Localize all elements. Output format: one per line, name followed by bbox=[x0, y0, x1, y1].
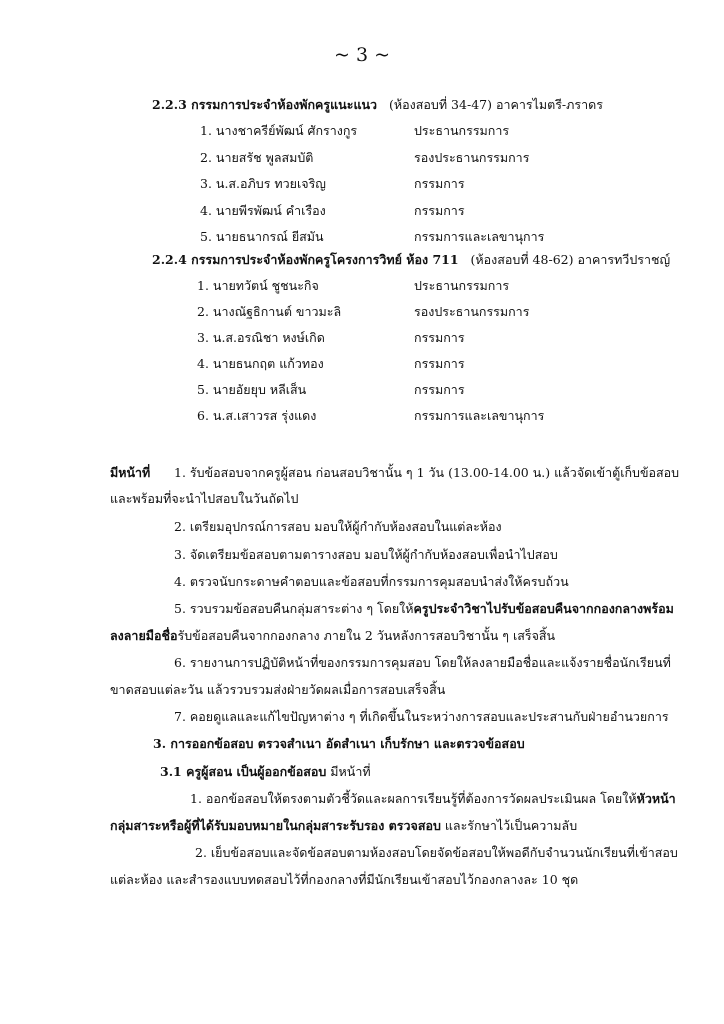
section-224-title: 2.2.4 กรรมการประจำห้องพักครูโครงการวิทย์ ห้อง 711 bbox=[152, 252, 459, 267]
duty-5-text-2: รับข้อสอบคืนจากกองกลาง ภายใน 2 วันหลังการสอบวิชานั้น ๆ เสร็จสิ้น bbox=[177, 628, 556, 643]
section-3-title: 3. การออกข้อสอบ ตรวจสำเนา อัดสำเนา เก็บรักษา และตรวจข้อสอบ bbox=[153, 736, 525, 751]
member-role: กรรมการและเลขานุการ bbox=[414, 408, 545, 423]
section-223-rooms: (ห้องสอบที่ 34-47) อาคารไมตรี-ภราดร bbox=[389, 97, 603, 112]
member-name: 1. นายทวัตน์ ชูชนะกิจ bbox=[197, 278, 319, 293]
duties-heading: มีหน้าที่ bbox=[110, 465, 151, 480]
duty-5-continuation bbox=[110, 626, 555, 646]
member-name: 4. นายธนกฤต แก้วทอง bbox=[197, 356, 324, 371]
duty-6: 6. รายงานการปฏิบัติหน้าที่ของกรรมการคุมสอบ โดยให้ลงลายมือชื่อและแจ้งรายชื่อนักเรียนที่ bbox=[174, 655, 671, 670]
item-1-text: 1. ออกข้อสอบให้ตรงตามตัวชี้วัดและผลการเรียนรู้ที่ต้องการวัดผลประเมินผล โดยให้ bbox=[190, 791, 637, 806]
member-role: กรรมการ bbox=[414, 330, 465, 345]
section-31-suffix: มีหน้าที่ bbox=[326, 764, 371, 779]
duty-5-text: 5. รวบรวมข้อสอบคืนกลุ่มสาระต่าง ๆ โดยให้ bbox=[174, 601, 414, 616]
member-name: 4. นายพีรพัฒน์ คำเรือง bbox=[200, 202, 326, 218]
duty-1-continuation: และพร้อมที่จะนำไปสอบในวันถัดไป bbox=[110, 491, 299, 506]
item-2-continuation: แต่ละห้อง และสำรองแบบทดสอบไว้ที่กองกลางที่มีนักเรียนเข้าสอบไว้กองกลางละ 10 ชุด bbox=[110, 872, 579, 887]
section-224-heading bbox=[152, 250, 670, 270]
page-number: ~ 3 ~ bbox=[333, 44, 390, 66]
member-name: 3. น.ส.อรณิชา หงษ์เกิด bbox=[197, 330, 325, 345]
member-name: 2. นายสรัช พูลสมบัติ bbox=[200, 149, 314, 165]
section-31-heading bbox=[160, 762, 371, 782]
member-role: รองประธานกรรมการ bbox=[414, 304, 530, 319]
duty-3: 3. จัดเตรียมข้อสอบตามตารางสอบ มอบให้ผู้กำกับห้องสอบเพื่อนำไปสอบ bbox=[174, 547, 558, 562]
duty-1-text: 1. รับข้อสอบจากครูผู้สอน ก่อนสอบวิชานั้น ๆ 1 วัน (13.00-14.00 น.) แล้วจัดเข้าตู้เก็บข้อสอบ bbox=[174, 465, 680, 480]
member-role: กรรมการ bbox=[414, 176, 465, 191]
duty-7: 7. คอยดูแลและแก้ไขปัญหาต่าง ๆ ที่เกิดขึ้นในระหว่างการสอบและประสานกับฝ่ายอำนวยการ bbox=[174, 709, 669, 724]
item-1-bold: หัวหน้า bbox=[636, 791, 676, 806]
section-31-title: 3.1 ครูผู้สอน เป็นผู้ออกข้อสอบ bbox=[160, 764, 327, 779]
item-1-continuation bbox=[110, 816, 577, 836]
member-role: กรรมการ bbox=[414, 356, 465, 371]
member-name: 2. นางณัฐธิกานต์ ขาวมะลิ bbox=[197, 304, 342, 319]
duty-4: 4. ตรวจนับกระดาษคำตอบและข้อสอบที่กรรมการคุมสอบนำส่งให้ครบถ้วน bbox=[174, 574, 569, 589]
member-role: ประธานกรรมการ bbox=[414, 278, 510, 293]
section-223-title: 2.2.3 กรรมการประจำห้องพักครูแนะแนว bbox=[152, 97, 378, 112]
member-role: กรรมการและเลขานุการ bbox=[414, 229, 545, 244]
member-role: กรรมการ bbox=[414, 382, 465, 397]
duty-2: 2. เตรียมอุปกรณ์การสอบ มอบให้ผู้กำกับห้องสอบในแต่ละห้อง bbox=[174, 519, 502, 534]
item-1 bbox=[190, 789, 676, 809]
item-1-text-2: และรักษาไว้เป็นความลับ bbox=[440, 818, 578, 833]
item-2: 2. เย็บข้อสอบและจัดข้อสอบตามห้องสอบโดยจัดข้อสอบให้พอดีกับจำนวนนักเรียนที่เข้าสอบ bbox=[195, 845, 678, 860]
duty-5-bold-2: ลงลายมือชื่อ bbox=[110, 628, 178, 643]
member-name: 3. น.ส.อภิบร ทวยเจริญ bbox=[200, 176, 326, 191]
member-name: 1. นางชาครีย์พัฒน์ ศักรางกูร bbox=[200, 123, 358, 138]
member-name: 5. นายธนากรณ์ ยีสมัน bbox=[200, 229, 324, 244]
member-role: กรรมการ bbox=[414, 202, 465, 218]
member-name: 6. น.ส.เสาวรส รุ่งแดง bbox=[197, 408, 317, 423]
section-223-heading bbox=[152, 95, 603, 115]
member-role: ประธานกรรมการ bbox=[414, 123, 510, 138]
member-role: รองประธานกรรมการ bbox=[414, 149, 530, 165]
duties-line-1 bbox=[110, 463, 679, 483]
duty-5 bbox=[174, 599, 674, 619]
section-224-rooms: (ห้องสอบที่ 48-62) อาคารทวีปราชญ์ bbox=[470, 252, 671, 267]
duty-5-bold: ครูประจำวิชาไปรับข้อสอบคืนจากกองกลางพร้อม bbox=[413, 601, 674, 616]
member-name: 5. นายอัยยุบ หลีเส็น bbox=[197, 382, 307, 397]
item-1-bold-2: กลุ่มสาระหรือผู้ที่ได้รับมอบหมายในกลุ่มสาระรับรอง ตรวจสอบ bbox=[110, 818, 441, 833]
duty-6-continuation: ขาดสอบแต่ละวัน แล้วรวบรวมส่งฝ่ายวัดผลเมื่อการสอบเสร็จสิ้น bbox=[110, 682, 446, 697]
